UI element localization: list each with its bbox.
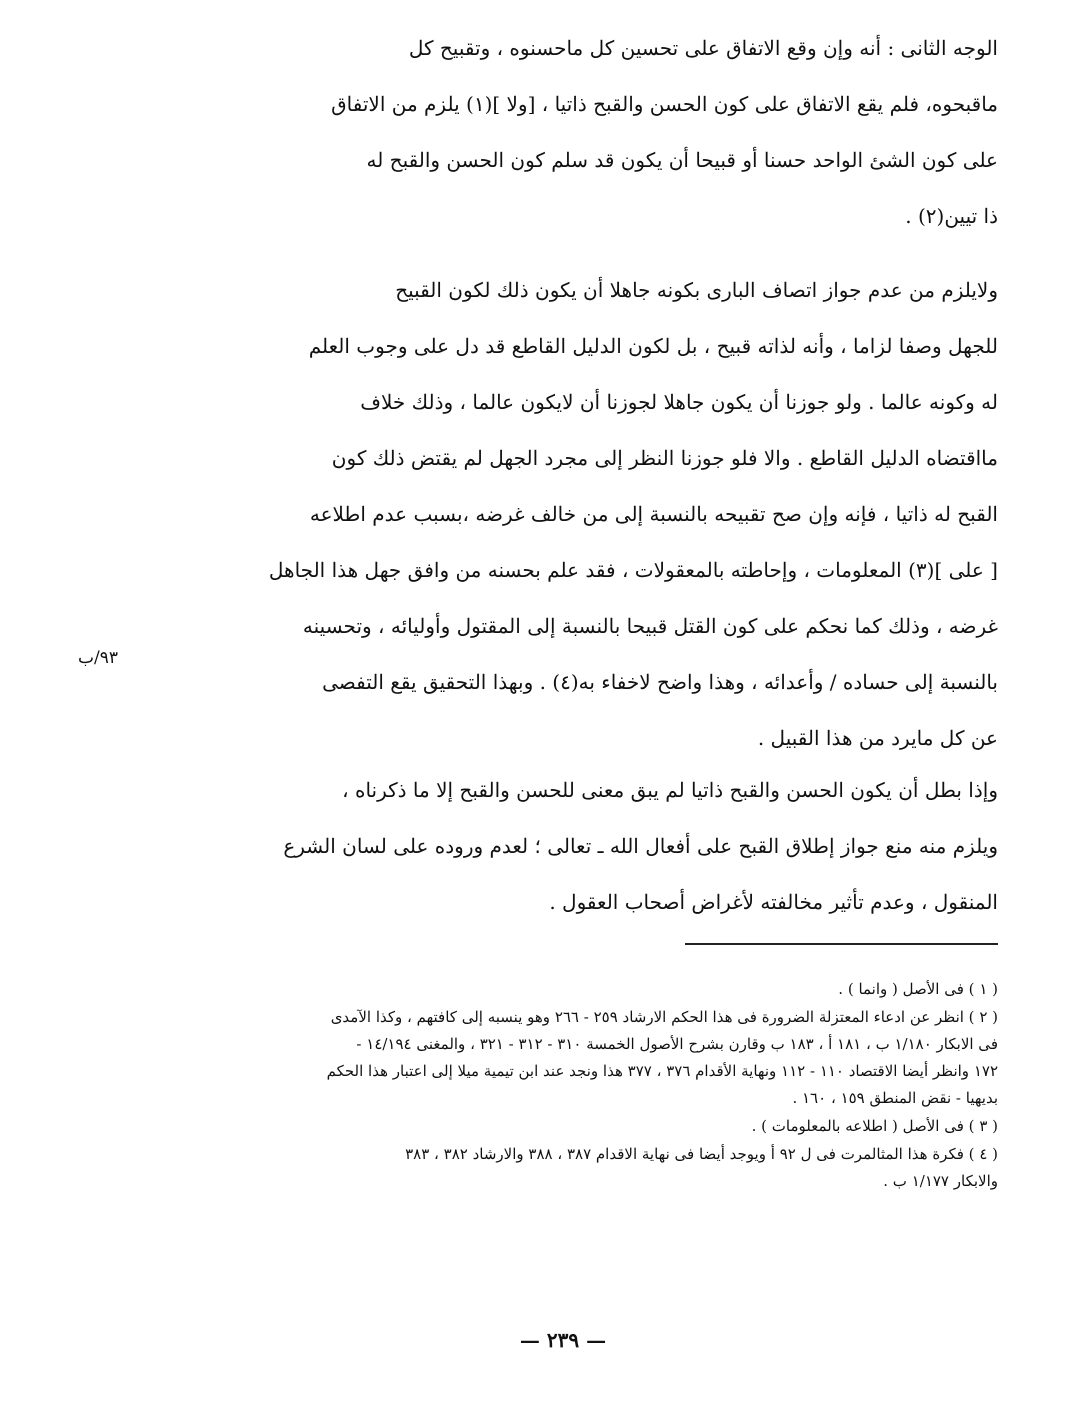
footnote-line: بديهيا - نقض المنطق ١٥٩ ، ١٦٠ . (792, 1089, 998, 1107)
text-line: ولايلزم من عدم جواز اتصاف البارى بكونه جاهلا أن يكون ذلك لكون القبيح (395, 278, 998, 302)
footnote-line: فى الابكار ١/١٨٠ ب ، ١٨١ أ ، ١٨٣ ب وقارن بشرح الأصول الخمسة ٣١٠ - ٣١٢ - ٣٢١ ، والمغنى ١٤/١٩٤ - (356, 1035, 998, 1053)
text-line: له وكونه عالما . ولو جوزنا أن يكون جاهلا لجوزنا أن لايكون عالما ، وذلك خلاف (360, 390, 998, 414)
footnote-line: والابكار ١/١٧٧ ب . (883, 1172, 998, 1190)
text-line: وإذا بطل أن يكون الحسن والقبح ذاتيا لم يبق معنى للحسن والقبح إلا ما ذكرناه ، (342, 778, 998, 802)
text-line: المنقول ، وعدم تأثير مخالفته لأغراض أصحاب العقول . (549, 890, 998, 914)
text-line: بالنسبة إلى حساده / وأعدائه ، وهذا واضح لاخفاء به(٤) . وبهذا التحقيق يقع التفصى (322, 670, 998, 694)
text-line: غرضه ، وذلك كما نحكم على كون القتل قبيحا بالنسبة إلى المقتول وأوليائه ، وتحسينه (302, 614, 998, 638)
text-line: ماقبحوه، فلم يقع الاتفاق على كون الحسن والقبح ذاتيا ، [ولا ](١) يلزم من الاتفاق (331, 92, 998, 116)
paragraph-2 (150, 262, 998, 766)
text-line: ذا تيين(٢) . (905, 204, 998, 228)
page-number: — ٢٣٩ — (519, 1328, 607, 1352)
footnotes (150, 975, 998, 1195)
text-line: عن كل مايرد من هذا القبيل . (757, 726, 998, 750)
footnote-line: ١٧٢ وانظر أيضا الاقتصاد ١١٠ - ١١٢ ونهاية الأقدام ٣٧٦ ، ٣٧٧ هذا ونجد عند ابن تيمية ميلا إلى اعتبار هذا الحكم (326, 1062, 998, 1080)
text-line: [ على ](٣) المعلومات ، وإحاطته بالمعقولات ، فقد علم بحسنه من وافق جهل هذا الجاهل (268, 558, 998, 582)
footnote-2 (150, 1004, 998, 1112)
footnote-line: ( ٣ ) فى الأصل ( اطلاعه بالمعلومات ) . (751, 1117, 998, 1135)
paragraph-1 (150, 20, 998, 244)
text-line: ويلزم منه منع جواز إطلاق القبح على أفعال الله ـ تعالى ؛ لعدم وروده على لسان الشرع (283, 834, 998, 858)
text-line: القبح له ذاتيا ، فإنه وإن صح تقبيحه بالنسبة إلى من خالف غرضه ،بسبب عدم اطلاعه (309, 502, 998, 526)
text-line: على كون الشئ الواحد حسنا أو قبيحا أن يكون قد سلم كون الحسن والقبح له (366, 148, 998, 172)
footnote-line: ( ٤ ) فكرة هذا المثالمرت فى ل ٩٢ أ ويوجد أيضا فى نهاية الاقدام ٣٨٧ ، ٣٨٨ والارشاد ٣٨٢ ، ٣٨٣ (405, 1145, 998, 1163)
margin-folio-note: ٩٣/ب (78, 648, 118, 668)
footnote-1 (150, 975, 998, 1004)
footnote-3 (150, 1112, 998, 1141)
footnote-divider (685, 943, 998, 945)
text-line: الوجه الثانى : أنه وإن وقع الاتفاق على تحسين كل ماحسنوه ، وتقبيح كل (408, 36, 998, 60)
footnote-line: ( ١ ) فى الأصل ( وانما ) . (838, 980, 998, 998)
footnote-4 (150, 1141, 998, 1195)
paragraph-3 (150, 762, 998, 930)
text-line: مااقتضاه الدليل القاطع . والا فلو جوزنا النظر إلى مجرد الجهل لم يقتض ذلك كون (331, 446, 998, 470)
footnote-line: ( ٢ ) انظر عن ادعاء المعتزلة الضرورة فى هذا الحكم الارشاد ٢٥٩ - ٢٦٦ وهو ينسبه إلى كافتهم ، وكذا الآمدى (330, 1008, 998, 1026)
text-line: للجهل وصفا لزاما ، وأنه لذاته قبيح ، بل لكون الدليل القاطع قد دل على وجوب العلم (308, 334, 998, 358)
